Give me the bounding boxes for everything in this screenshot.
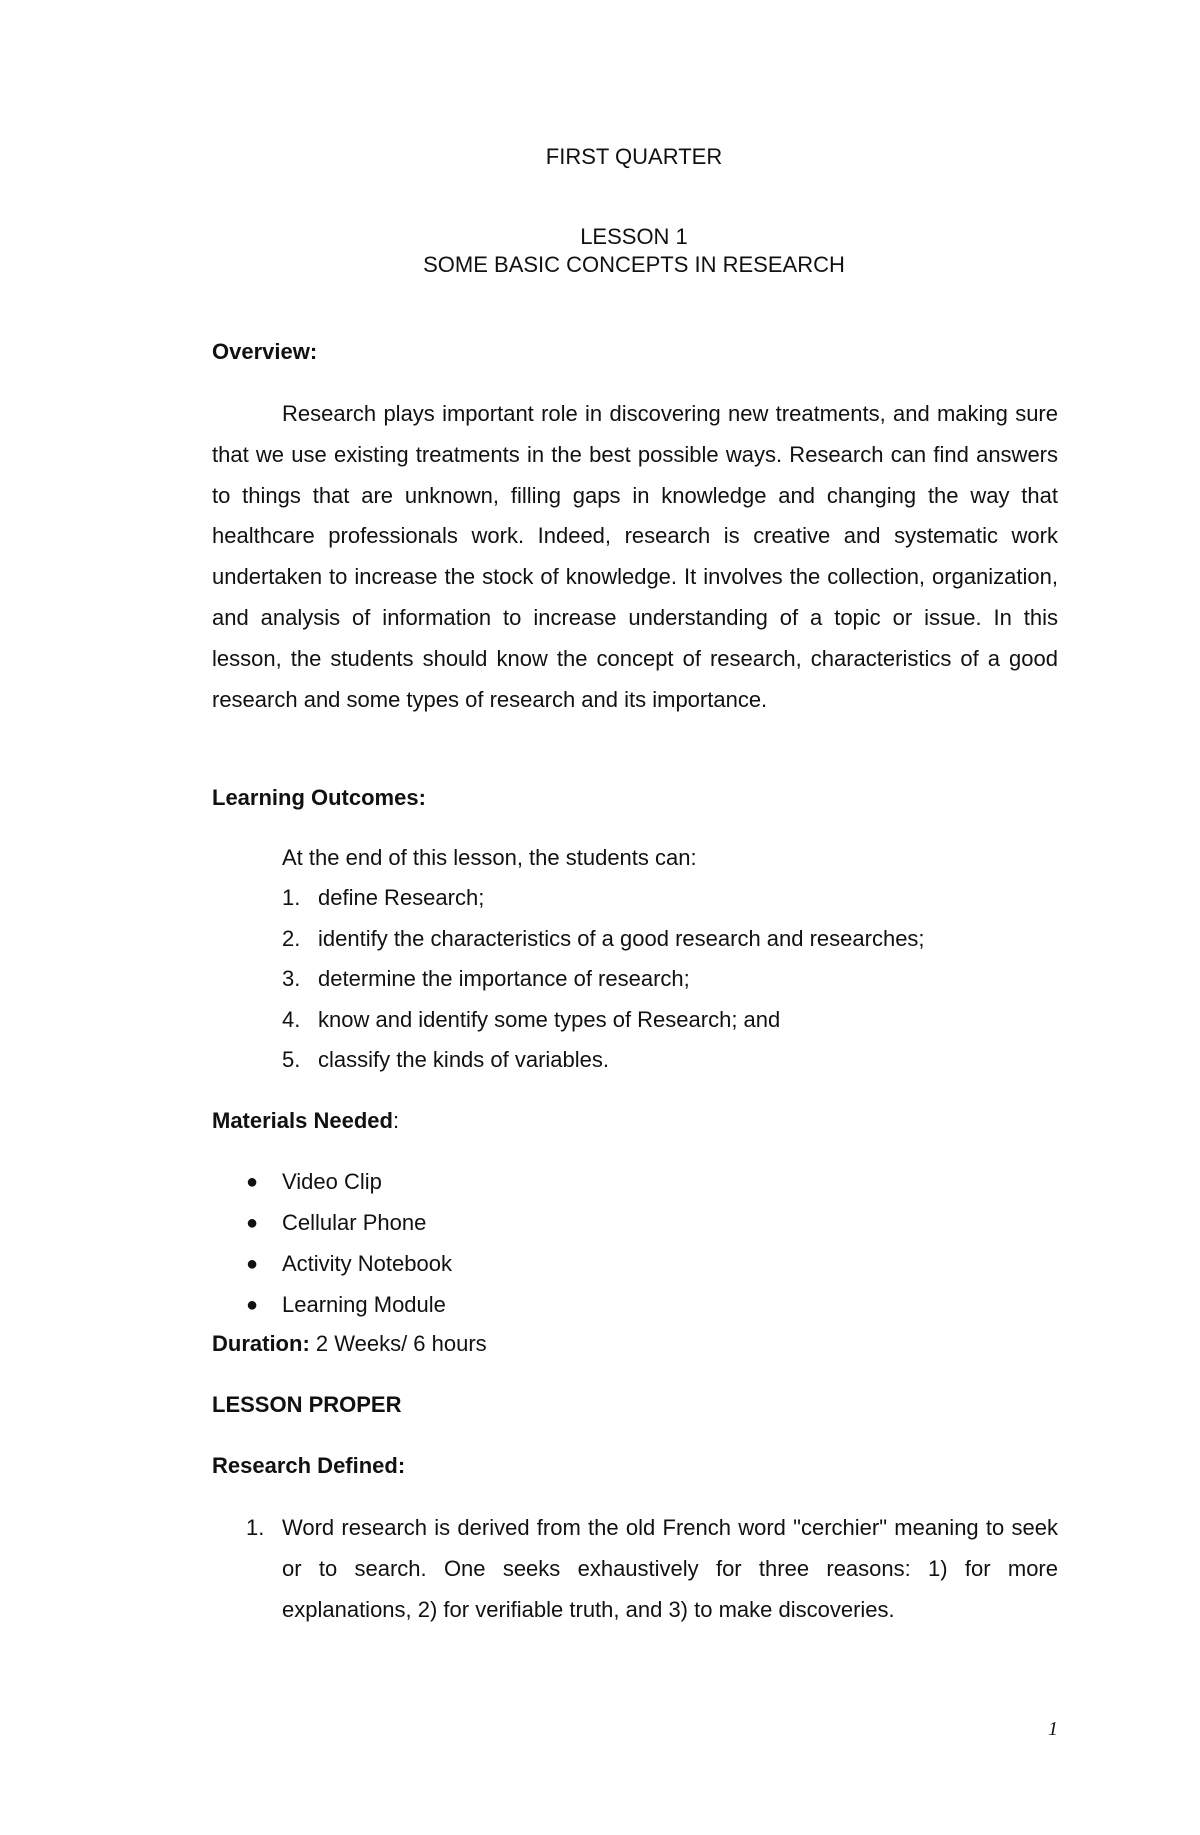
list-item-text: know and identify some types of Research; and (318, 1006, 781, 1032)
list-item-text: define Research; (318, 885, 485, 910)
bullet-icon: ● (246, 1171, 259, 1193)
bullet-icon: ● (246, 1253, 259, 1275)
list-item (282, 1047, 925, 1088)
list-item-number: 3. (282, 966, 301, 992)
list-item (246, 1169, 452, 1210)
list-item-text: classify the kinds of variables. (318, 1047, 610, 1073)
list-item (246, 1251, 452, 1292)
list-item-text: identify the characteristics of a good research and researches; (318, 925, 925, 951)
definition-item (246, 1508, 1058, 1630)
list-item-number: 2. (282, 925, 301, 951)
list-item-text: Video Clip (282, 1169, 382, 1194)
bullet-icon: ● (246, 1294, 259, 1316)
duration-value: 2 Weeks/ 6 hours (309, 1331, 487, 1356)
learning-outcomes-intro: At the end of this lesson, the students can: (282, 845, 697, 870)
page-number: 1 (1048, 1718, 1058, 1740)
duration-line (212, 1331, 487, 1357)
learning-outcomes-list (282, 885, 925, 1088)
overview-paragraph: Research plays important role in discovering new treatments, and making sure that we use existing treatments in the best possible ways. Research can find answers to things that are unknown, filling gaps in knowledge and changing the way that healthcare professionals work. Indeed, research is creative and systematic work undertaken to increase the stock of knowledge. It involves the collection, organization, and analysis of information to increase understanding of a topic or issue. In this lesson, the students should know the concept of research, characteristics of a good research and some types of research and its importance. (212, 401, 1058, 712)
list-item-number: 4. (282, 1006, 301, 1032)
list-item (246, 1210, 452, 1251)
materials-heading-label: Materials Needed (212, 1108, 393, 1133)
list-item-number: 5. (282, 1047, 301, 1073)
list-item (282, 966, 925, 1007)
definition-item-text: Word research is derived from the old French word "cerchier" meaning to seek or to search. One seeks exhaustively for three reasons: 1) for more explanations, 2) for verifiable truth, and 3) to make discoveries. (282, 1515, 1058, 1622)
list-item-text: Cellular Phone (282, 1210, 427, 1235)
list-item-text: Learning Module (282, 1292, 446, 1317)
duration-label: Duration: (212, 1331, 310, 1356)
list-item (282, 926, 925, 967)
learning-outcomes-heading: Learning Outcomes: (212, 785, 426, 810)
research-defined-heading: Research Defined: (212, 1453, 406, 1478)
lesson-number: LESSON 1 (580, 224, 688, 249)
list-item-text: determine the importance of research; (318, 966, 690, 992)
lesson-title: SOME BASIC CONCEPTS IN RESEARCH (423, 252, 845, 277)
definition-item-number: 1. (246, 1515, 265, 1540)
bullet-icon: ● (246, 1212, 259, 1234)
materials-heading (212, 1108, 399, 1134)
lesson-proper-heading: LESSON PROPER (212, 1392, 402, 1417)
overview-heading: Overview: (212, 339, 318, 364)
list-item-text: Activity Notebook (282, 1251, 452, 1276)
list-item (282, 885, 925, 926)
list-item (246, 1292, 452, 1333)
list-item (282, 1007, 925, 1048)
list-item-number: 1. (282, 885, 301, 910)
materials-list (246, 1169, 452, 1333)
materials-heading-colon: : (392, 1108, 400, 1133)
quarter-title: FIRST QUARTER (545, 144, 723, 169)
